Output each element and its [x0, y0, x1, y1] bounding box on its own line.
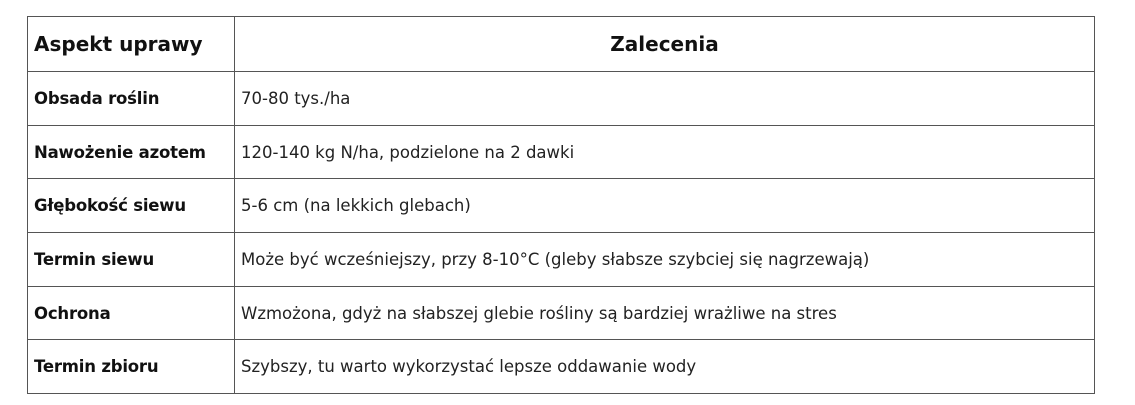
recommendation-cell: 70-80 tys./ha	[235, 72, 1095, 126]
table-body	[28, 72, 1095, 394]
recommendation-cell: 120-140 kg N/ha, podzielone na 2 dawki	[235, 125, 1095, 179]
aspect-cell: Głębokość siewu	[28, 179, 235, 233]
recommendation-cell: 5-6 cm (na lekkich glebach)	[235, 179, 1095, 233]
header-aspect: Aspekt uprawy	[28, 17, 235, 72]
table-row	[28, 340, 1095, 394]
aspect-cell: Obsada roślin	[28, 72, 235, 126]
table-row	[28, 179, 1095, 233]
table-row	[28, 125, 1095, 179]
table-row	[28, 286, 1095, 340]
aspect-cell: Termin siewu	[28, 233, 235, 287]
aspect-cell: Termin zbioru	[28, 340, 235, 394]
recommendation-cell: Szybszy, tu warto wykorzystać lepsze oddawanie wody	[235, 340, 1095, 394]
aspect-cell: Ochrona	[28, 286, 235, 340]
header-recommendations: Zalecenia	[235, 17, 1095, 72]
table-row	[28, 233, 1095, 287]
recommendation-cell: Może być wcześniejszy, przy 8-10°C (gleby słabsze szybciej się nagrzewają)	[235, 233, 1095, 287]
recommendation-cell: Wzmożona, gdyż na słabszej glebie rośliny są bardziej wrażliwe na stres	[235, 286, 1095, 340]
recommendations-table	[27, 16, 1095, 394]
table-row	[28, 72, 1095, 126]
header-row	[28, 17, 1095, 72]
aspect-cell: Nawożenie azotem	[28, 125, 235, 179]
table-header	[28, 17, 1095, 72]
